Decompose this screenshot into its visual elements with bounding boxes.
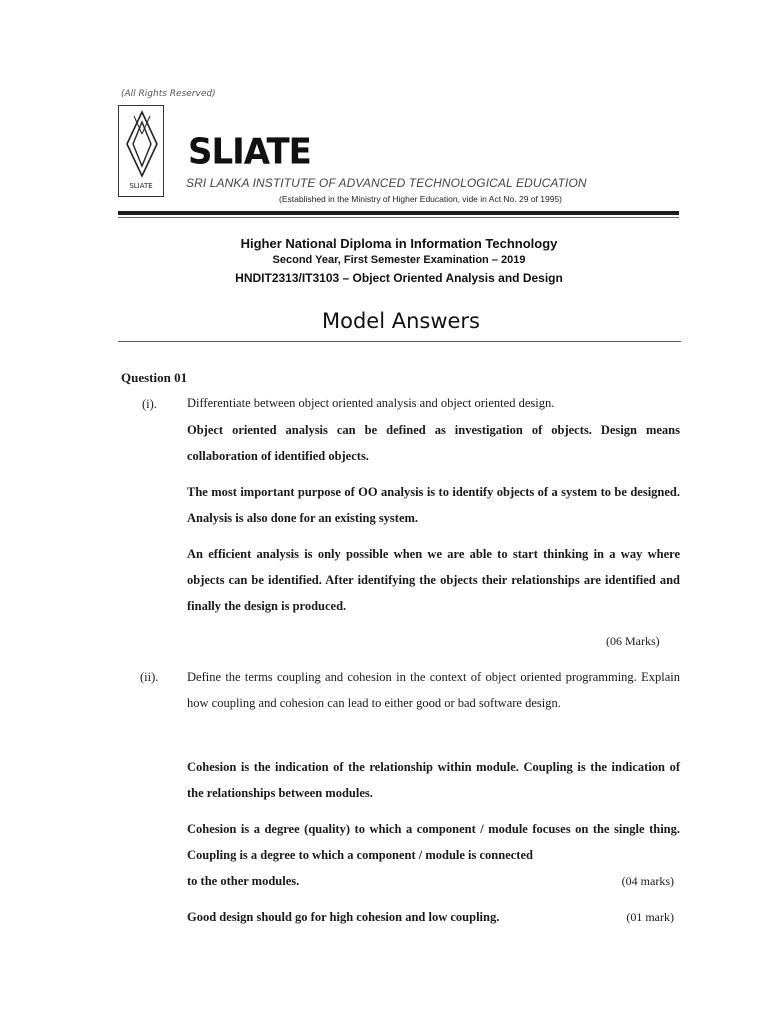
answer-line-with-marks [187,910,674,925]
institute-name: SRI LANKA INSTITUTE OF ADVANCED TECHNOLOGICAL EDUCATION [186,176,587,190]
answer-paragraph: An efficient analysis is only possible when we are able to start thinking in a way where objects can be identified. After identifying the objects their relationships are identified and finally the design is produced. [187,547,680,613]
answer-paragraph: Cohesion is a degree (quality) to which a component / module focuses on the single thing. Coupling is a degree to which a component / module is connected [187,822,680,862]
question-title: Question 01 [121,370,188,385]
header-divider-thin [118,217,679,218]
established-note: (Established in the Ministry of Higher Education, vide in Act No. 29 of 1995) [279,194,563,204]
logo-caption: SLIATE [129,182,153,190]
answer-line-with-marks [187,874,674,889]
answer-text: to the other modules. [187,874,300,888]
brand-name: SLIATE [188,131,311,173]
marks-label: (04 marks) [621,874,674,888]
marks-label: (06 Marks) [606,634,660,648]
question-prompt: Define the terms coupling and cohesion in the context of object oriented programming. Explain how coupling and cohesion can lead to either good or bad software design. [187,670,680,710]
answer-paragraph: The most important purpose of OO analysis is to identify objects of a system to be designed. Analysis is also done for an existing system. [187,485,680,525]
answer-paragraph: Cohesion is the indication of the relationship within module. Coupling is the indication of the relationships between modules. [187,760,680,800]
rights-notice: (All Rights Reserved) [121,89,216,99]
course-title: HNDIT2313/IT3103 – Object Oriented Analysis and Design [235,271,563,285]
question-prompt: Differentiate between object oriented analysis and object oriented design. [187,396,555,410]
part-number: (ii). [140,670,159,684]
program-title: Higher National Diploma in Information Technology [240,236,558,251]
exam-session: Second Year, First Semester Examination – 2019 [272,254,526,266]
answer-paragraph: Object oriented analysis can be defined as investigation of objects. Design means collaboration of identified objects. [187,423,680,463]
part-number: (i). [142,397,157,411]
sliate-logo [118,105,164,197]
answer-text: Good design should go for high cohesion and low coupling. [187,910,500,924]
title-divider [118,341,681,342]
document-title: Model Answers [321,309,480,333]
header-divider [118,211,679,215]
marks-label: (01 mark) [626,910,674,924]
